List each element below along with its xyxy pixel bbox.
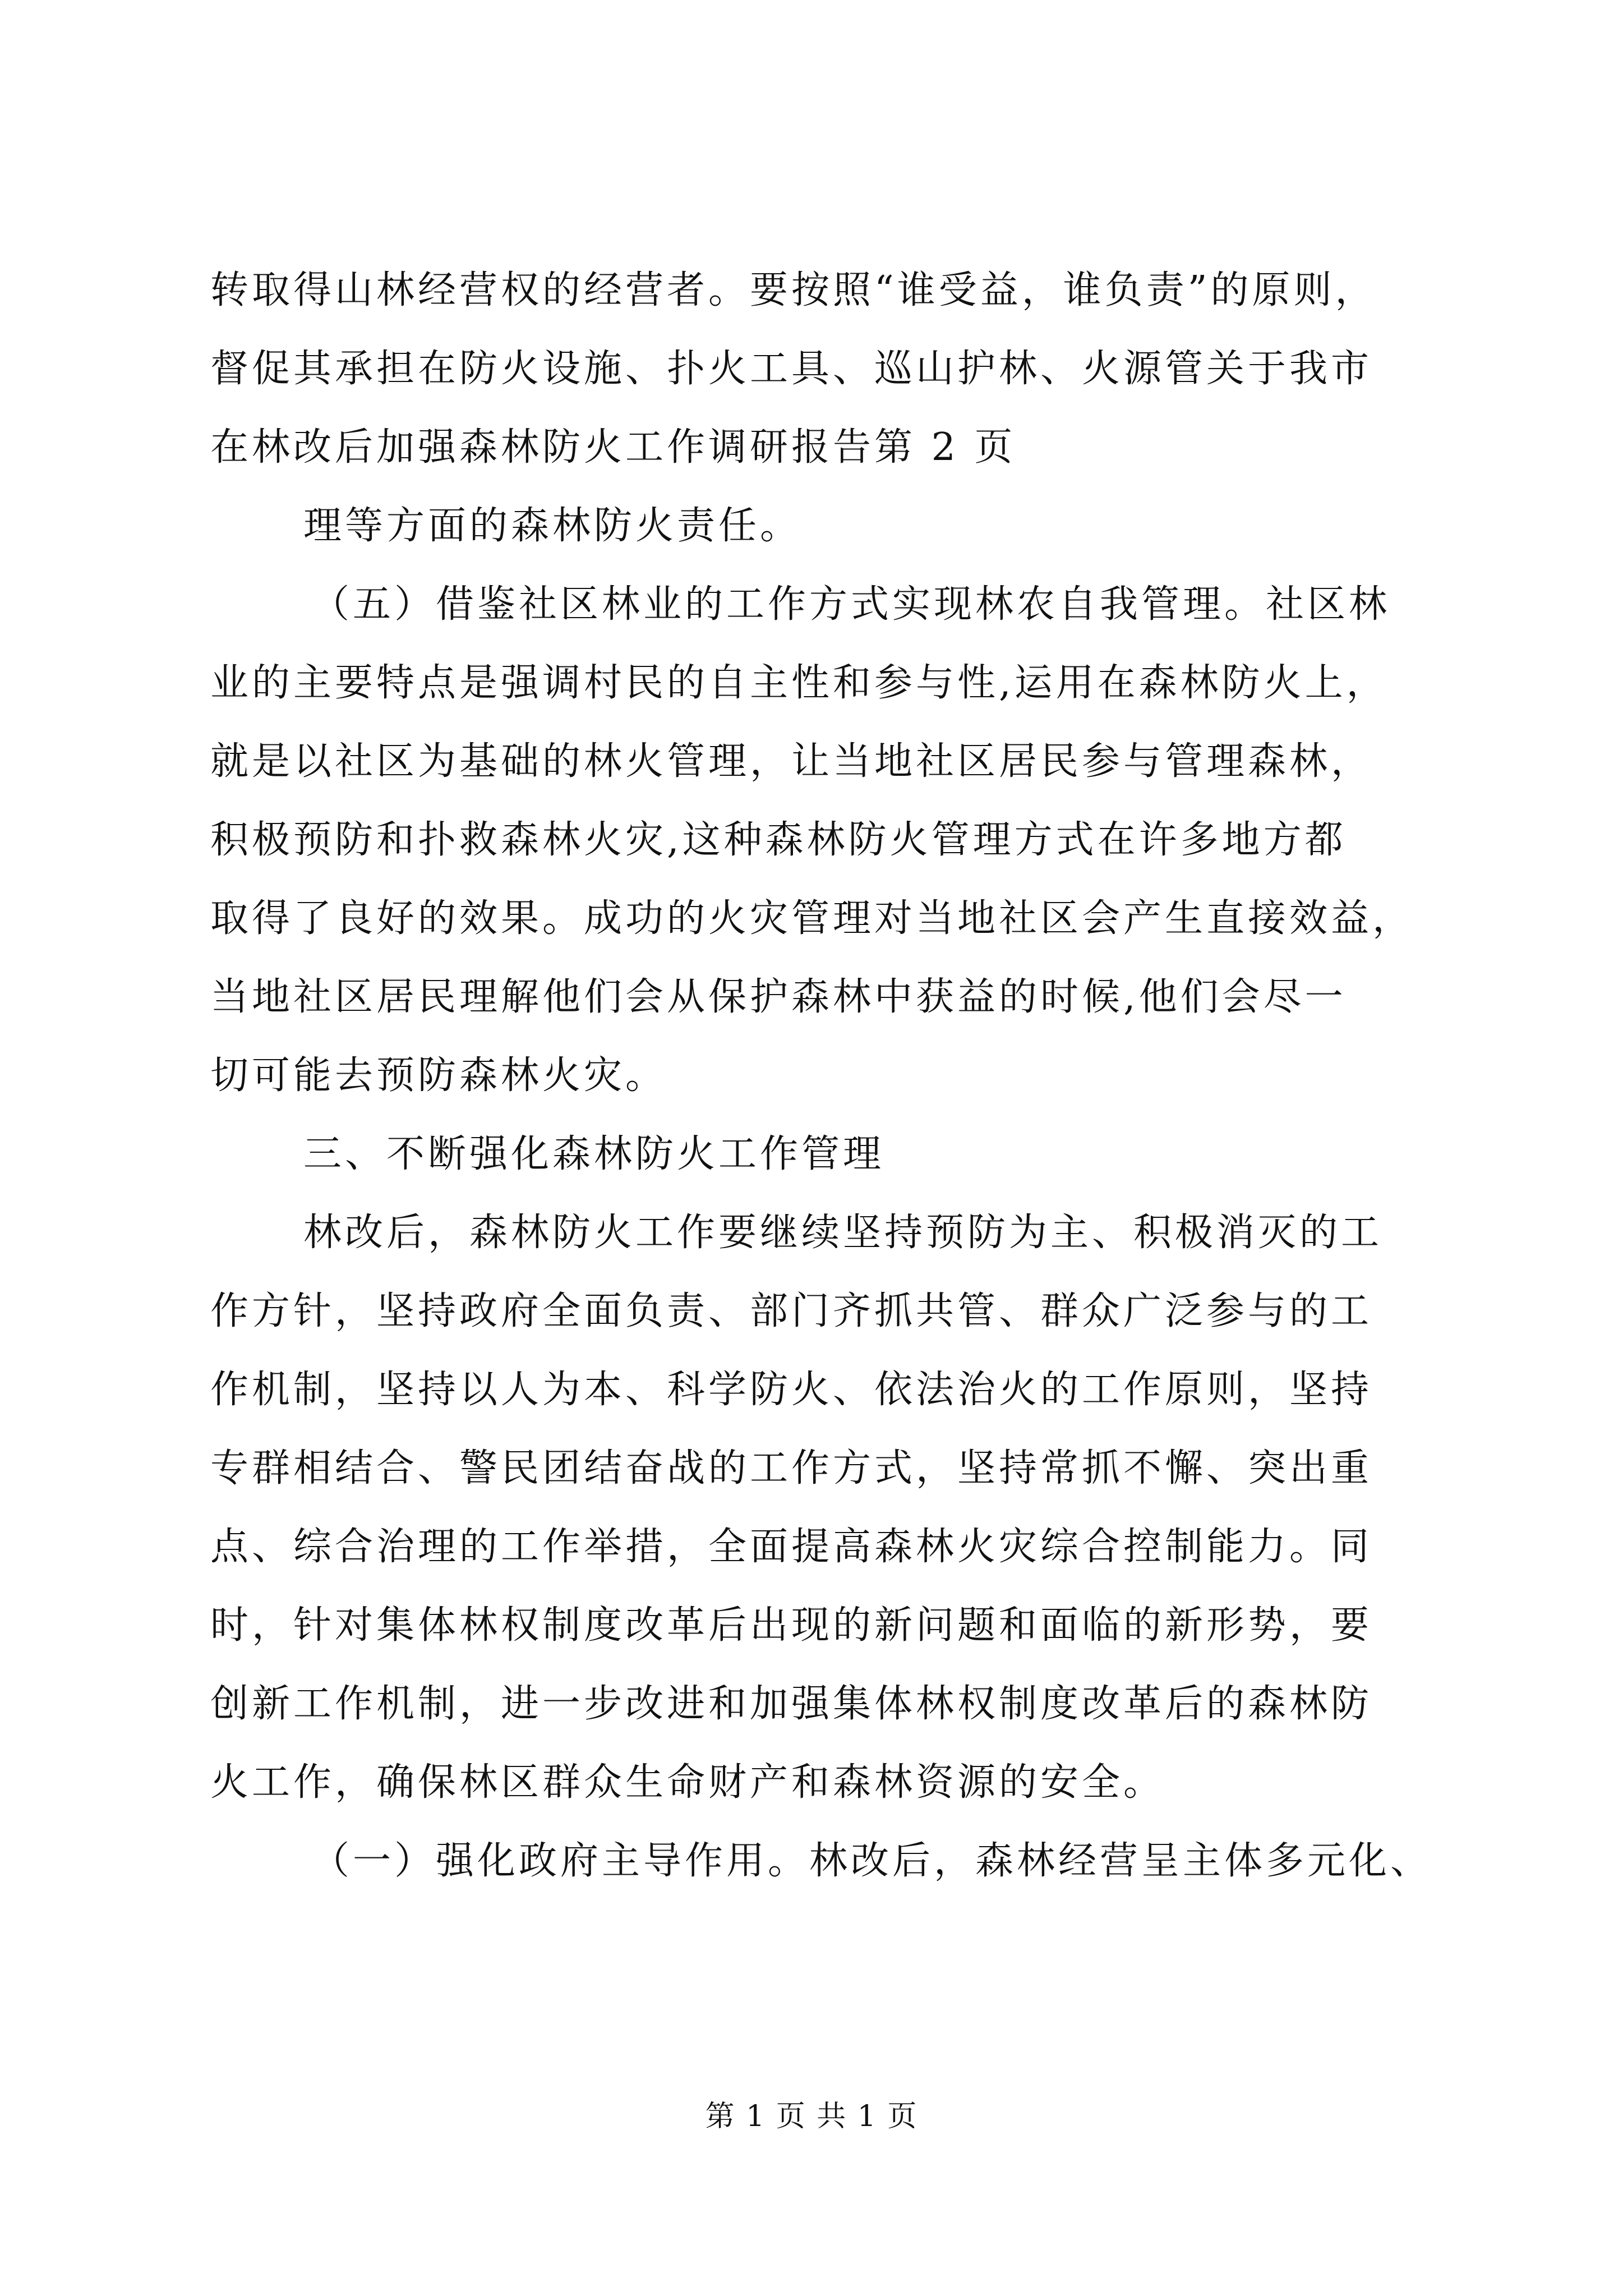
text-line: 火工作，确保林区群众生命财产和森林资源的安全。	[210, 1760, 1165, 1805]
text-line: 作机制，坚持以人为本、科学防火、依法治火的工作原则，坚持	[210, 1368, 1373, 1412]
document-body	[210, 251, 1432, 1901]
text-line: （一）强化政府主导作用。林改后，森林经营呈主体多元化、	[311, 1839, 1432, 1883]
text-line: 点、综合治理的工作举措，全面提高森林火灾综合控制能力。同	[210, 1525, 1373, 1569]
text-line: 在林改后加强森林防火工作调研报告第 2 页	[210, 425, 1016, 470]
text-line: 转取得山林经营权的经营者。要按照“谁受益，谁负责”的原则，	[210, 268, 1377, 312]
page-footer: 第 1 页 共 1 页	[705, 2100, 918, 2133]
text-line: 专群相结合、警民团结奋战的工作方式，坚持常抓不懈、突出重	[210, 1446, 1373, 1490]
text-line: （五）借鉴社区林业的工作方式实现林农自我管理。社区林	[311, 582, 1391, 627]
text-line: 作方针，坚持政府全面负责、部门齐抓共管、群众广泛参与的工	[210, 1289, 1373, 1333]
text-line: 创新工作机制，进一步改进和加强集体林权制度改革后的森林防	[210, 1682, 1373, 1726]
text-line: 理等方面的森林防火责任。	[303, 504, 802, 548]
text-line: 时，针对集体林权制度改革后出现的新问题和面临的新形势，要	[210, 1603, 1373, 1648]
text-line: 积极预防和扑救森林火灾,这种森林防火管理方式在许多地方都	[210, 818, 1347, 862]
text-line: 切可能去预防森林火灾。	[210, 1053, 667, 1098]
text-line: 取得了良好的效果。成功的火灾管理对当地社区会产生直接效益，	[210, 896, 1414, 941]
text-line: 当地社区居民理解他们会从保护森林中获益的时候,他们会尽一	[210, 975, 1347, 1019]
text-line: 业的主要特点是强调村民的自主性和参与性,运用在森林防火上，	[210, 661, 1388, 705]
text-line: 督促其承担在防火设施、扑火工具、巡山护林、火源管关于我市	[210, 347, 1373, 391]
text-line: 就是以社区为基础的林火管理，让当地社区居民参与管理森林，	[210, 739, 1373, 784]
section-heading: 三、不断强化森林防火工作管理	[303, 1132, 885, 1176]
text-line: 林改后，森林防火工作要继续坚持预防为主、积极消灭的工	[303, 1211, 1383, 1255]
